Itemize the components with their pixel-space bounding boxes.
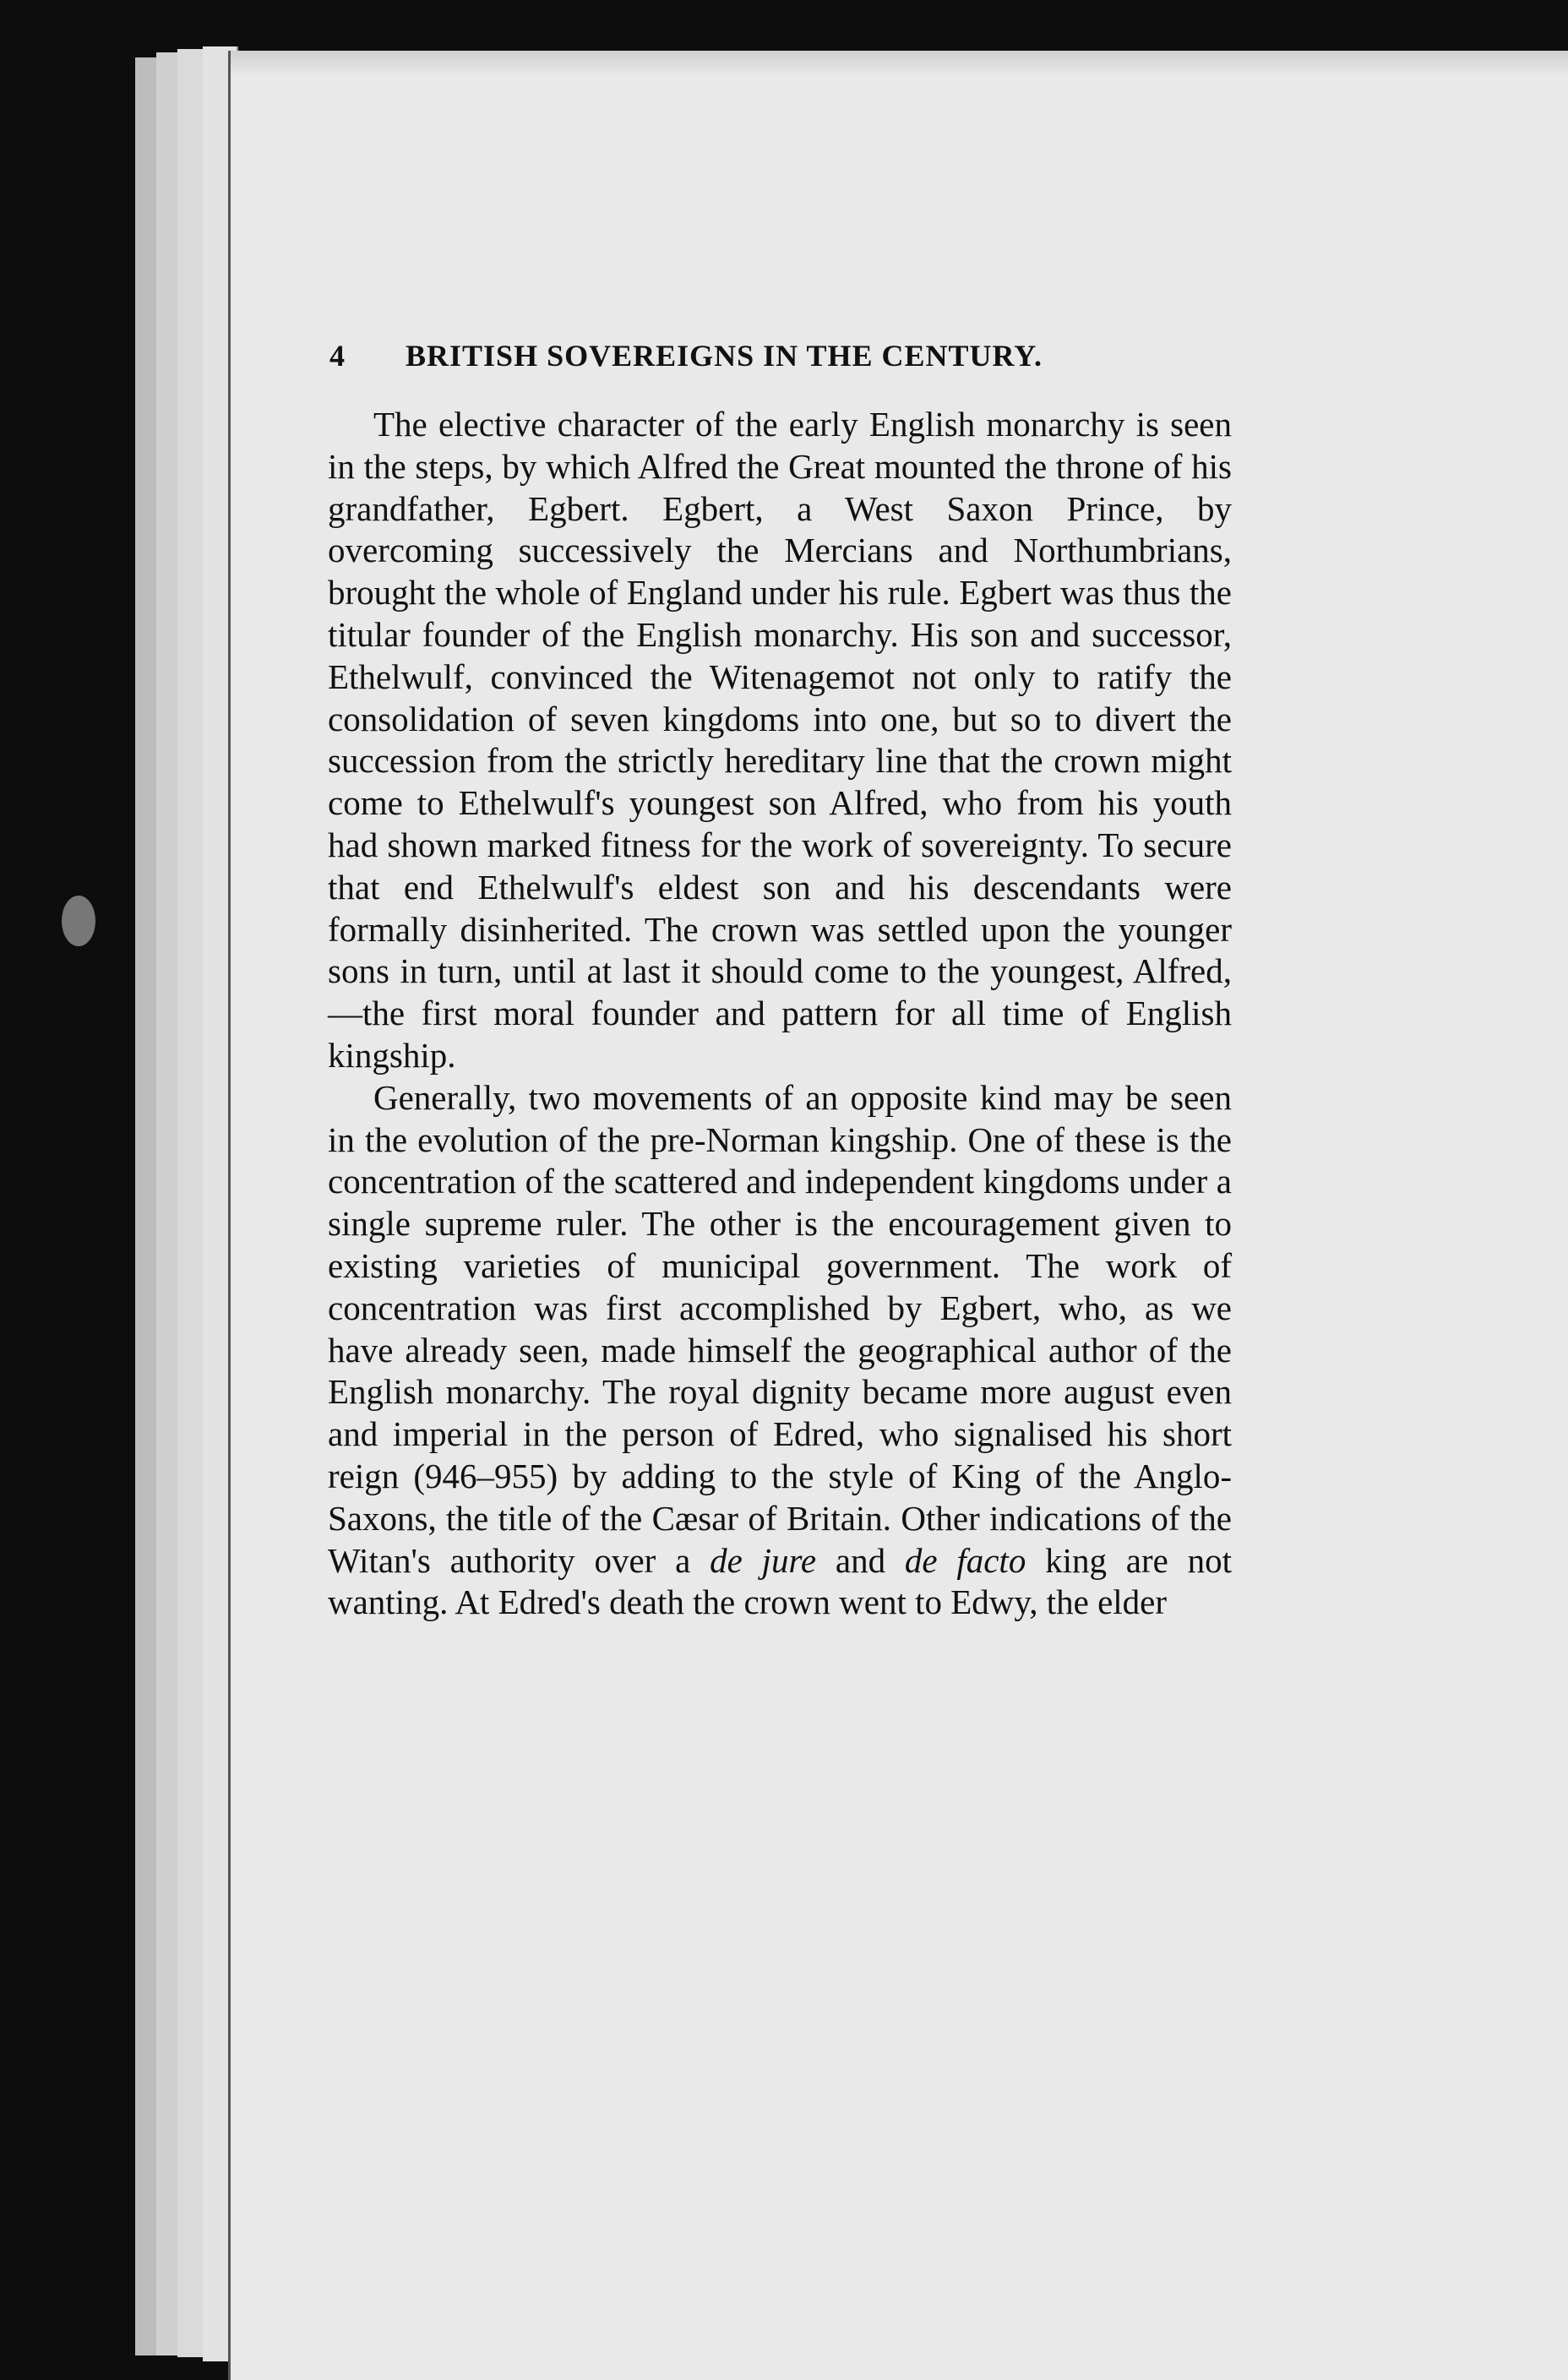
paragraph-2 <box>328 1077 1232 1624</box>
italic-phrase: de facto <box>904 1540 1026 1580</box>
running-head <box>329 338 1487 373</box>
running-title: BRITISH SOVEREIGNS IN THE CENTURY. <box>406 339 1043 373</box>
scan-blemish <box>62 896 95 946</box>
paragraph-1: The elective character of the early English monarchy is seen in the steps, by which Alfred the Great mounted the throne of his grandfather, Egbert. Egbert, a West Saxon Prince, by overcoming successively the Mercians and Northumbrians, brought the whole of England under his rule. Egbert was thus the titular founder of the English monarchy. His son and successor, Ethelwulf, convinced the Witenagemot not only to ratify the consolidation of seven kingdoms into one, but so to divert the succession from the strictly hereditary line that the crown might come to Ethelwulf's youngest son Alfred, who from his youth had shown marked fitness for the work of sovereignty. To secure that end Ethelwulf's eldest son and his descendants were formally disinherited. The crown was settled upon the younger sons in turn, until at last it should come to the youngest, Alfred,—the first moral founder and pattern for all time of English kingship. <box>328 405 1232 1075</box>
paragraph-2-text: king are not wanting. At Edred's death the crown went to Edwy, the elder <box>328 1540 1232 1622</box>
italic-phrase: de jure <box>710 1540 817 1580</box>
paragraph-2-text: Generally, two movements of an opposite kind may be seen in the evolution of the pre-Norman kingship. One of these is the concentration of the scattered and independent kingdoms under a single supreme ruler. The other is the encouragement given to existing varieties of municipal government. The work of concentration was first accomplished by Egbert, who, as we have already seen, made himself the geographical author of the English monarchy. The royal dignity became more august even and imperial in the person of Edred, who signalised his short reign (946–955) by adding to the style of King of the Anglo-Saxons, the title of the Cæsar of Britain. Other indications of the Witan's authority over a <box>328 1077 1232 1580</box>
page-number: 4 <box>329 339 346 373</box>
paragraph-2-text: and <box>816 1540 905 1580</box>
body-text <box>328 404 1232 1624</box>
